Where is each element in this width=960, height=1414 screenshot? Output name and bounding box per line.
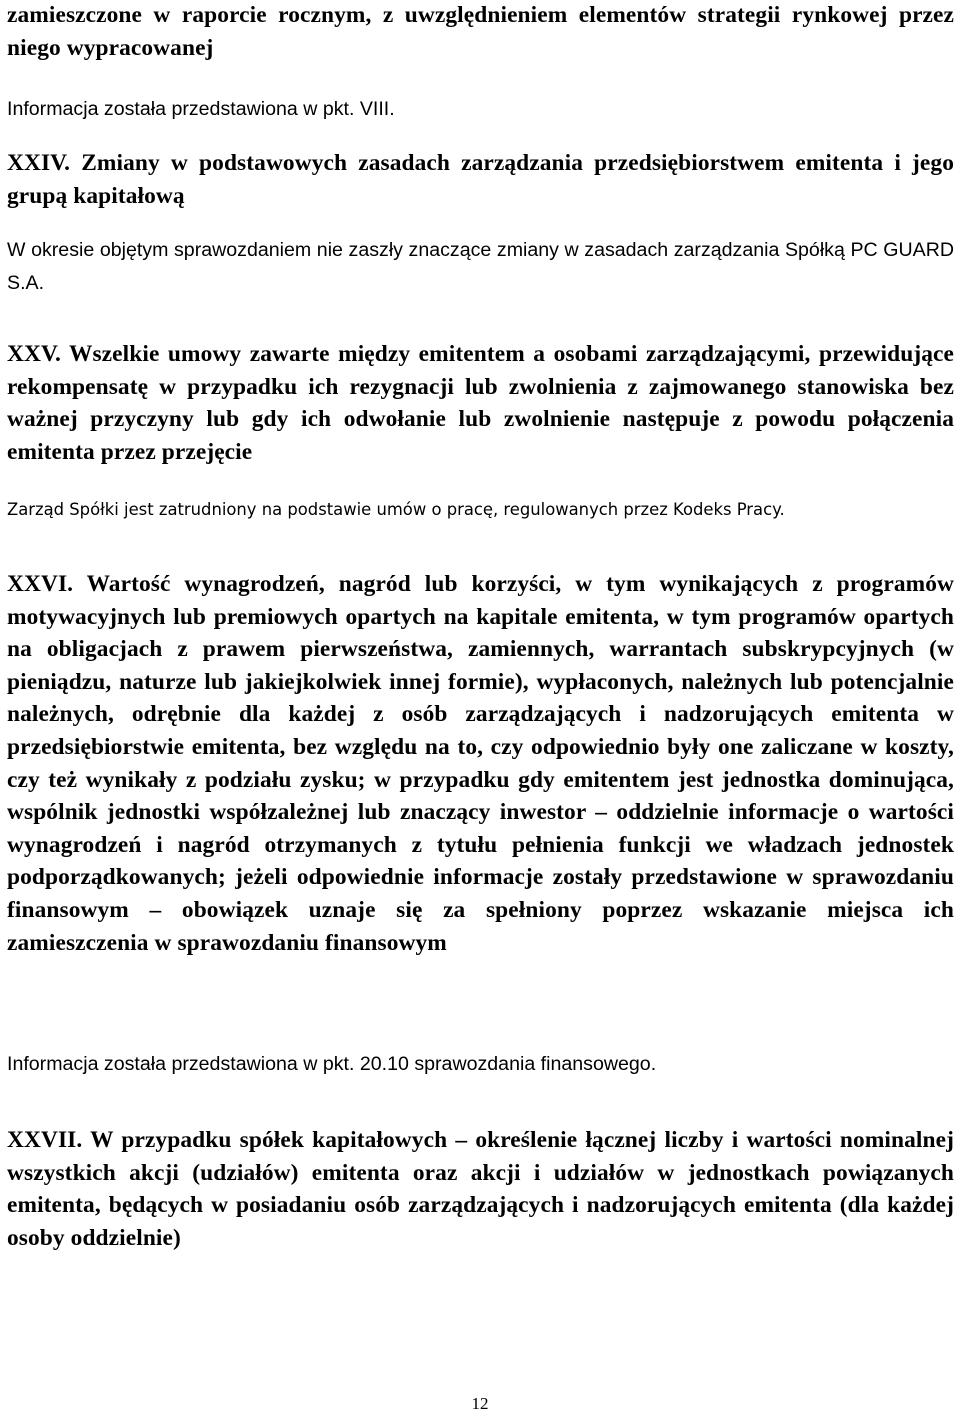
section-heading-xxvi: XXVI. Wartość wynagrodzeń, nagród lub korzyści, w tym wynikających z programów motywacyjnych lub premiowych opartych na kapitale emitenta, w tym programów opartych na obligacjach z prawem pierwszeństwa, zamiennych, warrantach subskrypcyjnych (w pieniądzu, naturze lub jakiejkolwiek innej formie), wypłaconych, należnych lub potencjalnie należnych, odrębnie dla każdej z osób zarządzających i nadzorujących emitenta w przedsiębiorstwie emitenta, bez względu na to, czy odpowiednio były one zaliczane w koszty, czy też wynikały z podziału zysku; w przypadku gdy emitentem jest jednostka dominująca, wspólnik jednostki współzależnej lub znaczący inwestor – oddzielnie informacje o wartości wynagrodzeń i nagród otrzymanych z tytułu pełnienia funkcji we władzach jednostek podporządkowanych; jeżeli odpowiednie informacje zostały przedstawione w sprawozdaniu finansowym – obowiązek uznaje się za spełniony poprzez wskazanie miejsca ich zamieszczenia w sprawozdaniu finansowym: [7, 571, 954, 956]
info-paragraph-viii: Informacja została przedstawiona w pkt. VIII.: [7, 98, 395, 120]
section-heading-xxiv: XXIV. Zmiany w podstawowych zasadach zarządzania przedsiębiorstwem emitenta i jego grupą kapitałową: [7, 150, 954, 209]
section-body-xxvi: Informacja została przedstawiona w pkt. 20.10 sprawozdania finansowego.: [7, 1053, 657, 1075]
section-heading-xxv: XXV. Wszelkie umowy zawarte między emitentem a osobami zarządzającymi, przewidujące rekompensatę w przypadku ich rezygnacji lub zwolnienia z zajmowanego stanowiska bez ważnej przyczyny lub gdy ich odwołanie lub zwolnienie następuje z powodu połączenia emitenta przez przejęcie: [7, 341, 954, 465]
section-heading-continued: zamieszczone w raporcie rocznym, z uwzględnieniem elementów strategii rynkowej przez niego wypracowanej: [7, 2, 954, 61]
section-body-xxv: Zarząd Spółki jest zatrudniony na podstawie umów o pracę, regulowanych przez Kodeks Pracy.: [7, 500, 785, 519]
section-heading-xxvii: XXVII. W przypadku spółek kapitałowych – określenie łącznej liczby i wartości nominalnej wszystkich akcji (udziałów) emitenta oraz akcji i udziałów w jednostkach powiązanych emitenta, będących w posiadaniu osób zarządzających i nadzorujących emitenta (dla każdej osoby oddzielnie): [7, 1127, 954, 1251]
page-number: 12: [471, 1394, 489, 1413]
section-body-xxiv: W okresie objętym sprawozdaniem nie zaszły znaczące zmiany w zasadach zarządzania Spółką PC GUARD S.A.: [7, 239, 954, 294]
